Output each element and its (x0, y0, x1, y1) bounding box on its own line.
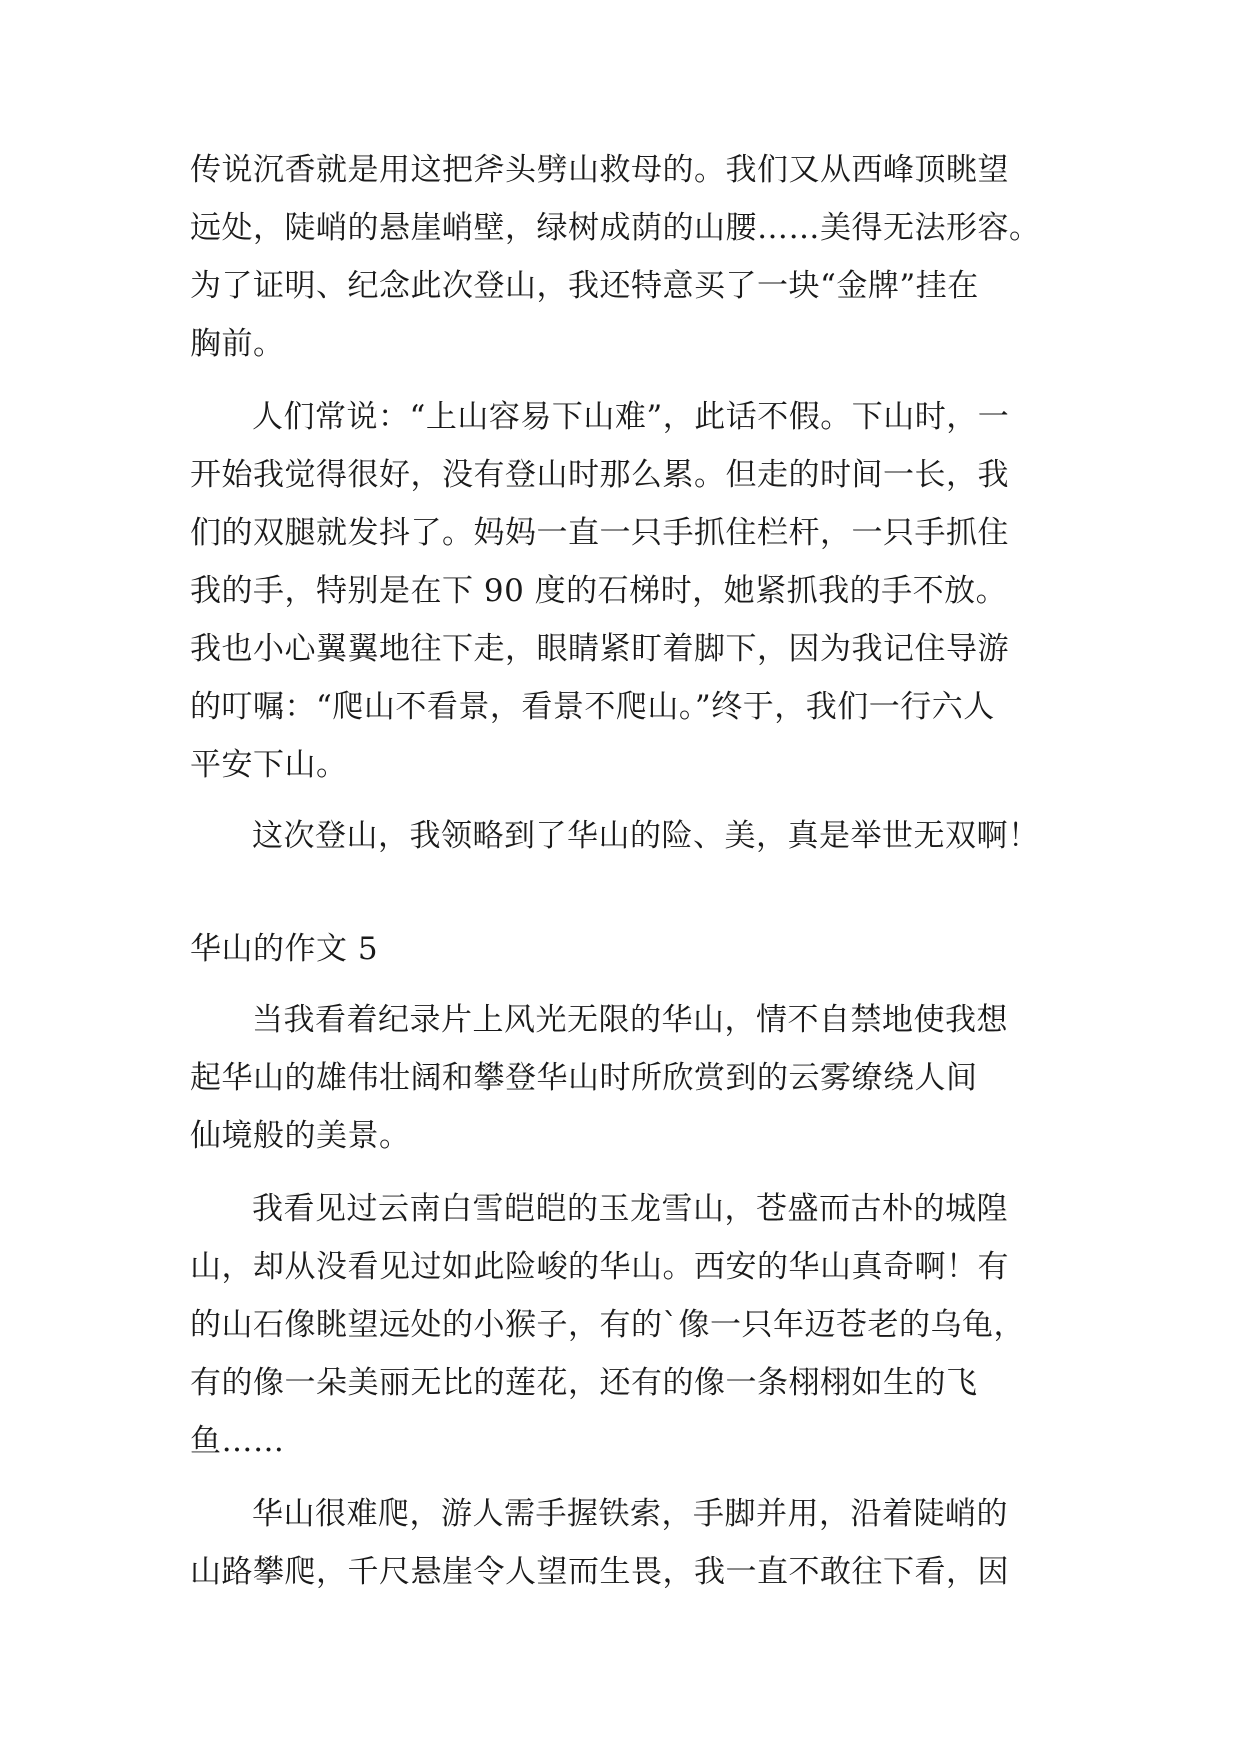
text-line: 我的手，特别是在下 90 度的石梯时，她紧抓我的手不放。 (190, 573, 1008, 609)
text-line: 这次登山，我领略到了华山的险、美，真是举世无双啊！ (252, 818, 1040, 854)
text-line: 远处，陡峭的悬崖峭壁，绿树成荫的山腰……美得无法形容。 (190, 210, 1041, 246)
text-line: 胸前。 (190, 326, 285, 362)
text-line: 起华山的雄伟壮阔和攀登华山时所欣赏到的云雾缭绕人间 (190, 1060, 978, 1096)
text-line: 平安下山。 (190, 747, 348, 783)
text-line: 有的像一朵美丽无比的莲花，还有的像一条栩栩如生的飞 (190, 1365, 978, 1401)
text-line: 华山很难爬，游人需手握铁索，手脚并用，沿着陡峭的 (252, 1496, 1008, 1532)
text-line: 的山石像眺望远处的小猴子，有的`像一只年迈苍老的乌龟， (190, 1307, 1025, 1343)
text-line: 的叮嘱：“爬山不看景，看景不爬山。”终于，我们一行六人 (190, 689, 995, 725)
text-line: 山，却从没看见过如此险峻的华山。西安的华山真奇啊！有 (190, 1249, 1009, 1285)
section-heading: 华山的作文 5 (190, 931, 379, 967)
text-line: 当我看着纪录片上风光无限的华山，情不自禁地使我想 (252, 1002, 1008, 1038)
text-line: 仙境般的美景。 (190, 1118, 411, 1154)
text-line: 鱼…… (190, 1423, 285, 1459)
text-line: 开始我觉得很好，没有登山时那么累。但走的时间一长，我 (190, 457, 1009, 493)
text-line: 们的双腿就发抖了。妈妈一直一只手抓住栏杆，一只手抓住 (190, 515, 1009, 551)
text-line: 传说沉香就是用这把斧头劈山救母的。我们又从西峰顶眺望 (190, 152, 1009, 188)
text-line: 人们常说：“上山容易下山难”，此话不假。下山时，一 (252, 399, 1010, 435)
text-line: 为了证明、纪念此次登山，我还特意买了一块“金牌”挂在 (190, 268, 979, 304)
text-line: 我也小心翼翼地往下走，眼睛紧盯着脚下，因为我记住导游 (190, 631, 1009, 667)
text-line: 山路攀爬，千尺悬崖令人望而生畏，我一直不敢往下看，因 (190, 1554, 1009, 1590)
text-line: 我看见过云南白雪皑皑的玉龙雪山，苍盛而古朴的城隍 (252, 1191, 1008, 1227)
